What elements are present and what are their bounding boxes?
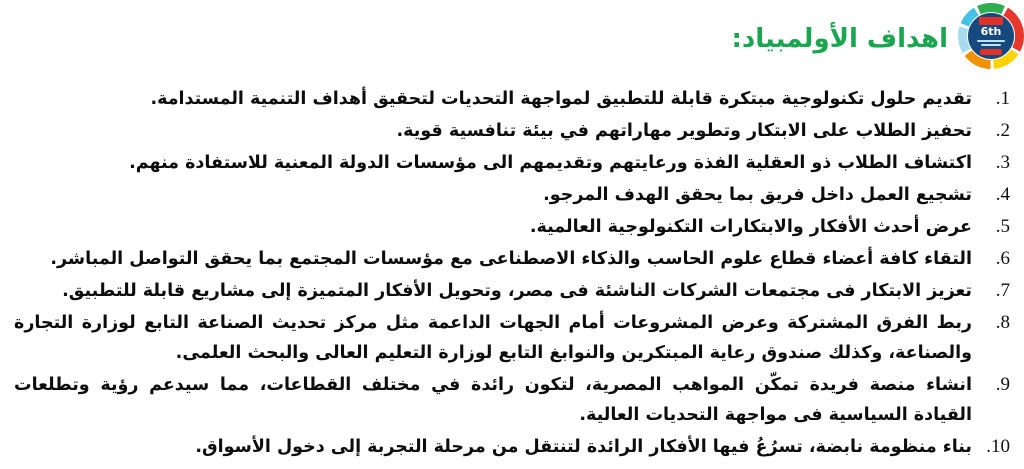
- goal-text: انشاء منصة فريدة تمكّن المواهب المصرية، لتكون رائدة في مختلف القطاعات، مما سيدعم رؤية وتطلعات القيادة السياسية فى مواجهة التحديات العالية.: [14, 375, 972, 425]
- goal-text: تشجيع العمل داخل فريق بما يحقق الهدف المرجو.: [543, 185, 972, 205]
- goal-item: [14, 180, 1010, 210]
- goal-number: 1.: [995, 88, 1010, 109]
- header: [0, 0, 1024, 70]
- goal-text: ربط الفرق المشتركة وعرض المشروعات أمام الجهات الداعمة مثل مركز تحديث الصناعة التابع لوزارة التجارة والصناعة، وكذلك صندوق رعاية المبتكرين والنوابغ التابع لوزارة التعليم العالى والبحث العلمى.: [14, 313, 972, 363]
- goal-item: [14, 432, 1010, 462]
- goal-number: 3.: [995, 152, 1010, 173]
- logo-text-line: [981, 44, 1001, 46]
- logo-bottom-banner: [980, 49, 1002, 55]
- logo-text-line: [977, 40, 1005, 42]
- goal-number: 8.: [995, 312, 1010, 333]
- logo-edition-label: 6th: [980, 25, 1002, 38]
- goals-list: [14, 84, 1010, 462]
- goal-text: التقاء كافة أعضاء قطاع علوم الحاسب والذكاء الاصطناعى مع مؤسسات المجتمع بما يحقق التواصل المباشر.: [50, 249, 972, 269]
- goal-text: تقديم حلول تكنولوجية مبتكرة قابلة للتطبيق لمواجهة التحديات لتحقيق أهداف التنمية المستدامة.: [150, 89, 972, 109]
- goal-number: 6.: [995, 248, 1010, 269]
- goal-text: اكتشاف الطلاب ذو العقلية الفذة ورعايتهم وتقديمهم الى مؤسسات الدولة المعنية للاستفادة منهم.: [129, 153, 972, 173]
- page-title: اهداف الأولمبياد:: [731, 24, 948, 54]
- olympiad-logo-icon: [958, 3, 1024, 69]
- goal-item: [14, 370, 1010, 430]
- goal-item: [14, 116, 1010, 146]
- goal-item: [14, 244, 1010, 274]
- goal-text: عرض أحدث الأفكار والابتكارات التكنولوجية العالمية.: [529, 217, 972, 237]
- goal-number: 10.: [986, 436, 1010, 457]
- logo-top-banner: [979, 17, 1003, 25]
- goal-number: 5.: [995, 216, 1010, 237]
- goal-number: 2.: [995, 120, 1010, 141]
- goal-item: [14, 212, 1010, 242]
- goal-number: 7.: [995, 280, 1010, 301]
- logo-center-disc: [967, 12, 1015, 60]
- goal-item: [14, 148, 1010, 178]
- goal-item: [14, 84, 1010, 114]
- goal-text: تعزيز الابتكار فى مجتمعات الشركات الناشئة فى مصر، وتحويل الأفكار المتميزة إلى مشاريع قابلة للتطبيق.: [62, 281, 972, 301]
- goal-text: بناء منظومة نابضة، تسرُعُ فيها الأفكار الرائدة لتنتقل من مرحلة التجربة إلى دخول الأسواق.: [195, 437, 972, 457]
- goal-number: 4.: [995, 184, 1010, 205]
- goal-item: [14, 276, 1010, 306]
- goal-item: [14, 308, 1010, 368]
- goal-text: تحفيز الطلاب على الابتكار وتطوير مهاراتهم في بيئة تنافسية قوية.: [396, 121, 972, 141]
- goal-number: 9.: [995, 374, 1010, 395]
